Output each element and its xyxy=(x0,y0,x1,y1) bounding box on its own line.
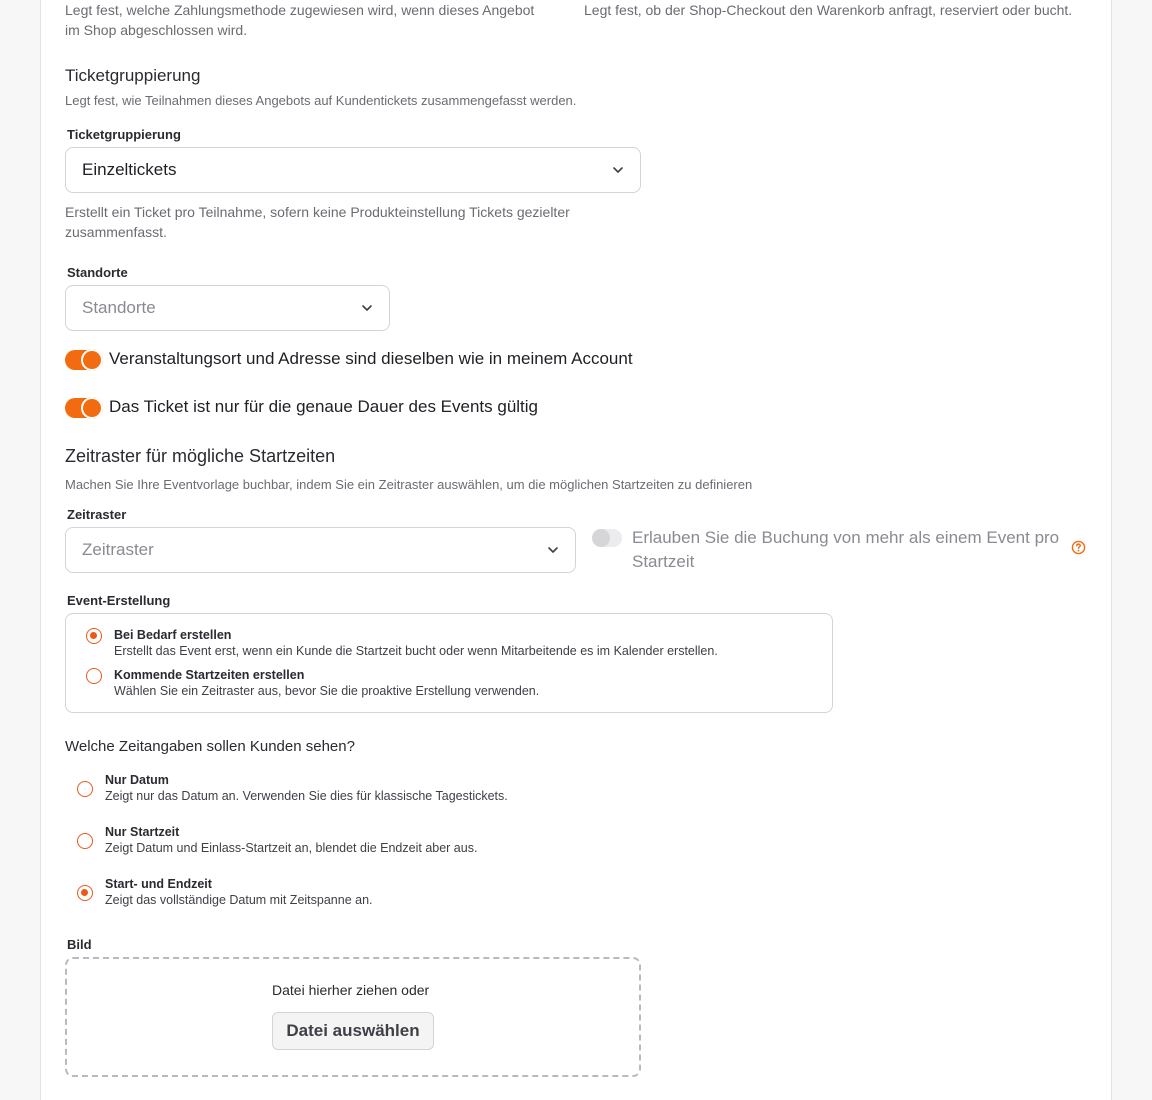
event-creation-option-title: Kommende Startzeiten erstellen xyxy=(114,668,305,682)
payment-method-description: Legt fest, welche Zahlungsmethode zugewiesen wird, wenn dieses Angebot im Shop abgeschlossen wird. xyxy=(65,2,535,38)
ticket-grouping-section-title: Ticketgruppierung xyxy=(65,66,201,85)
time-grid-select[interactable] xyxy=(65,527,576,573)
chevron-down-icon xyxy=(612,164,624,176)
chevron-down-icon xyxy=(547,544,559,556)
time-display-option-title: Nur Datum xyxy=(105,773,169,787)
ticket-grouping-select[interactable] xyxy=(65,147,641,193)
time-display-option-title: Nur Startzeit xyxy=(105,825,180,839)
venue-same-toggle[interactable] xyxy=(65,350,103,370)
ticket-grouping-help: Erstellt ein Ticket pro Teilnahme, sofern keine Produkteinstellung Tickets gezielter zusammenfasst. xyxy=(65,204,570,240)
chevron-down-icon xyxy=(361,302,373,314)
help-circle-icon[interactable] xyxy=(1071,540,1086,555)
time-grid-label: Zeitraster xyxy=(67,507,127,522)
event-creation-radio-upcoming[interactable] xyxy=(86,668,102,684)
dropzone-text: Datei hierher ziehen oder xyxy=(272,982,430,998)
toggle-knob xyxy=(81,349,103,371)
locations-placeholder: Standorte xyxy=(82,298,156,317)
event-creation-option-description: Wählen Sie ein Zeitraster aus, bevor Sie die proaktive Erstellung verwenden. xyxy=(114,684,540,698)
toggle-knob xyxy=(592,529,610,547)
image-label: Bild xyxy=(67,937,92,952)
toggle-knob xyxy=(81,397,103,419)
checkout-mode-description: Legt fest, ob der Shop-Checkout den Warenkorb anfragt, reserviert oder bucht. xyxy=(584,2,1073,18)
time-display-option-description: Zeigt Datum und Einlass-Startzeit an, blendet die Endzeit aber aus. xyxy=(105,841,478,855)
time-grid-placeholder: Zeitraster xyxy=(82,540,154,559)
event-creation-radio-on-demand[interactable] xyxy=(86,628,102,644)
ticket-grouping-value: Einzeltickets xyxy=(82,160,177,179)
time-display-question: Welche Zeitangaben sollen Kunden sehen? xyxy=(65,738,355,755)
ticket-duration-label: Das Ticket ist nur für die genaue Dauer des Events gültig xyxy=(109,397,539,416)
time-grid-section-description: Machen Sie Ihre Eventvorlage buchbar, indem Sie ein Zeitraster auswählen, um die möglichen Startzeiten zu definieren xyxy=(65,477,753,492)
ticket-grouping-section-description: Legt fest, wie Teilnahmen dieses Angebots auf Kundentickets zusammengefasst werden. xyxy=(65,93,577,108)
venue-same-label: Veranstaltungsort und Adresse sind dieselben wie in meinem Account xyxy=(109,349,633,368)
time-display-option-description: Zeigt nur das Datum an. Verwenden Sie dies für klassische Tagestickets. xyxy=(105,789,508,803)
time-grid-section-title: Zeitraster für mögliche Startzeiten xyxy=(65,446,336,466)
time-display-radio-date-only[interactable] xyxy=(77,781,93,797)
time-display-radio-start-end[interactable] xyxy=(77,885,93,901)
event-creation-label: Event-Erstellung xyxy=(67,593,171,608)
time-display-option-title: Start- und Endzeit xyxy=(105,877,212,891)
time-display-radio-start-only[interactable] xyxy=(77,833,93,849)
multi-booking-label: Erlauben Sie die Buchung von mehr als einem Event pro Startzeit xyxy=(632,528,1060,571)
locations-label: Standorte xyxy=(67,265,128,280)
choose-file-button[interactable]: Datei auswählen xyxy=(272,1012,434,1050)
event-creation-option-description: Erstellt das Event erst, wenn ein Kunde die Startzeit bucht oder wenn Mitarbeitende es im Kalender erstellen. xyxy=(114,644,718,658)
time-display-option-description: Zeigt das vollständige Datum mit Zeitspanne an. xyxy=(105,893,373,907)
ticket-duration-toggle[interactable] xyxy=(65,398,103,418)
locations-select[interactable] xyxy=(65,285,390,331)
multi-booking-toggle[interactable] xyxy=(592,529,622,547)
ticket-grouping-label: Ticketgruppierung xyxy=(67,127,181,142)
event-creation-option-title: Bei Bedarf erstellen xyxy=(114,628,232,642)
